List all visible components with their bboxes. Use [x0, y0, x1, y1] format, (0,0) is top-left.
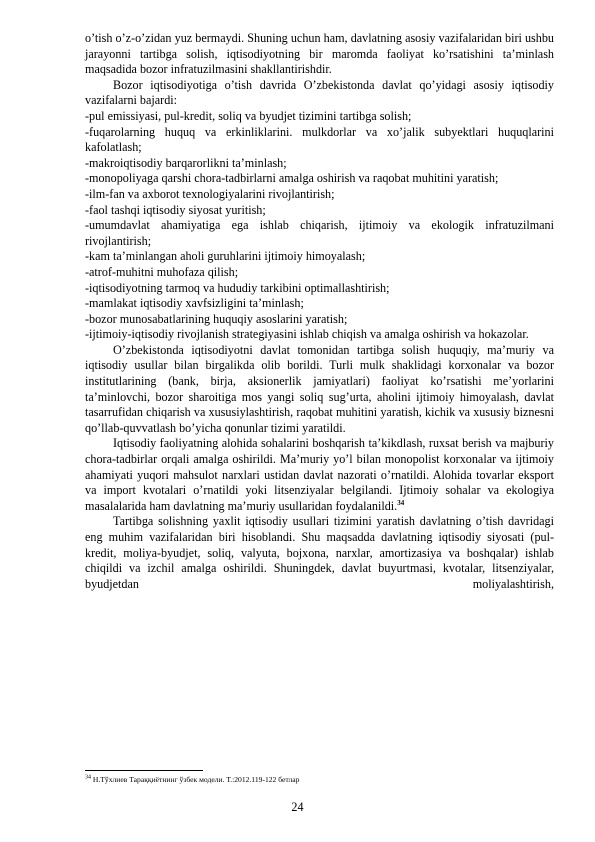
page-number: 24 — [291, 800, 304, 814]
list-item: -pul emissiyasi, pul-kredit, soliq va byudjet tizimini tartibga solish; — [85, 108, 412, 123]
list-item: -bozor munosabatlarining huquqiy asoslarini yaratish; — [85, 311, 348, 326]
paragraph: Tartibga solishning yaxlit iqtisodiy usullari tizimini yaratish davlatning o’tish davridagi eng muhim vazifalaridan biri hisoblandi. Shu maqsadda davlatning iqtisodiy siyosati (pul-kredit, moliya-byudjet, soliq, valyuta, bojxona, narxlar, amortizasiya va boshqalar) ishlab chiqildi va izchil amalga oshirildi. Shuningdek, davlat buyurtmasi, kvotalar, litsenziyalar, byudjetdan moliyalashtirish, — [85, 514, 554, 591]
list-item: -ijtimoiy-iqtisodiy rivojlanish strategiyasini ishlab chiqish va amalga oshirish va hokazolar. — [85, 327, 529, 342]
paragraph: O’zbekistonda iqtisodiyotni davlat tomonidan tartibga solish huquqiy, ma’muriy va iqtisodiy usullar bilan birgalikda olib borildi. Turli mulk shaklidagi korxonalar va bozor institutlarining (bank, birja, aksionerlik jamiyatlari) faoliyat ko’rsatishi me’yorlarini ta’minlovchi, bozor sharoitiga mos yangi soliq sug’urta, aholini ijtimoiy himoyalash, davlat tasarrufidan chiqarish va xususiylashtirish, raqobat muhitini yaratish, kichik va xususiy biznesni qo’llab-quvvatlash bo’yicha qonunlar tizimi yaratildi. — [85, 342, 554, 435]
paragraph-text: Iqtisodiy faoliyatning alohida sohalarini boshqarish ta’kikdlash, ruxsat berish va majburiy chora-tadbirlar orqali amalga oshirildi. Ma’muriy yo’l bilan monopolist korxonalar va ijtimoiy ahamiyati yuqori mahsulot narxlari ustidan davlat nazorati o’rnatildi. Alohida tovarlar eksport va import kvotalari o’rnatildi yoki litsenziyalar belgilandi. Ijtimoiy sohalar va ekologiya masalalarida ham davlatning ma’muriy usullaridan foydalanildi. — [85, 436, 554, 513]
list-item: -fuqarolarning huquq va erkinliklarini. mulkdorlar va xo’jalik subyektlari huquqlarini kafolatlash; — [85, 124, 554, 155]
footnote-number: 34 — [85, 774, 91, 781]
list-item: -monopoliyaga qarshi chora-tadbirlarni amalga oshirish va raqobat muhitini yaratish; — [85, 171, 499, 186]
footnote — [85, 775, 554, 785]
paragraph: Bozor iqtisodiyotiga o’tish davrida O’zbekistonda davlat qo’yidagi asosiy iqtisodiy vazifalarni bajardi: — [85, 77, 554, 108]
body-text — [85, 31, 554, 592]
list-item: -faol tashqi iqtisodiy siyosat yuritish; — [85, 202, 266, 217]
list-item: -atrof-muhitni muhofaza qilish; — [85, 264, 239, 279]
footnote-divider — [85, 770, 203, 771]
list-item: -mamlakat iqtisodiy xavfsizligini ta’minlash; — [85, 296, 304, 311]
paragraph — [85, 436, 554, 514]
footnote-text: Н.Тўхлиев Тараққиётнинг ўзбек модели. Т.:2012.119-122 бетлар — [92, 775, 300, 784]
list-item: -makroiqtisodiy barqarorlikni ta’minlash; — [85, 155, 287, 170]
paragraph: o’tish o’z-o’zidan yuz bermaydi. Shuning uchun ham, davlatning asosiy vazifalaridan biri ushbu jarayonni tartibga solish, iqtisodiyotning bir maromda faoliyat ko’rsatishini ta’minlash maqsadida bozor infratuzilmasini shakllantirishdir. — [85, 31, 554, 77]
list-item: -iqtisodiyotning tarmoq va hududiy tarkibini optimallashtirish; — [85, 280, 390, 295]
list-item: -kam ta’minlangan aholi guruhlarini ijtimoiy himoyalash; — [85, 249, 366, 264]
list-item: -ilm-fan va axborot texnologiyalarini rivojlantirish; — [85, 186, 335, 201]
footnote-reference[interactable]: 34 — [397, 498, 405, 507]
list-item: -umumdavlat ahamiyatiga ega ishlab chiqarish, ijtimoiy va ekologik infratuzilmani rivojlantirish; — [85, 218, 554, 248]
